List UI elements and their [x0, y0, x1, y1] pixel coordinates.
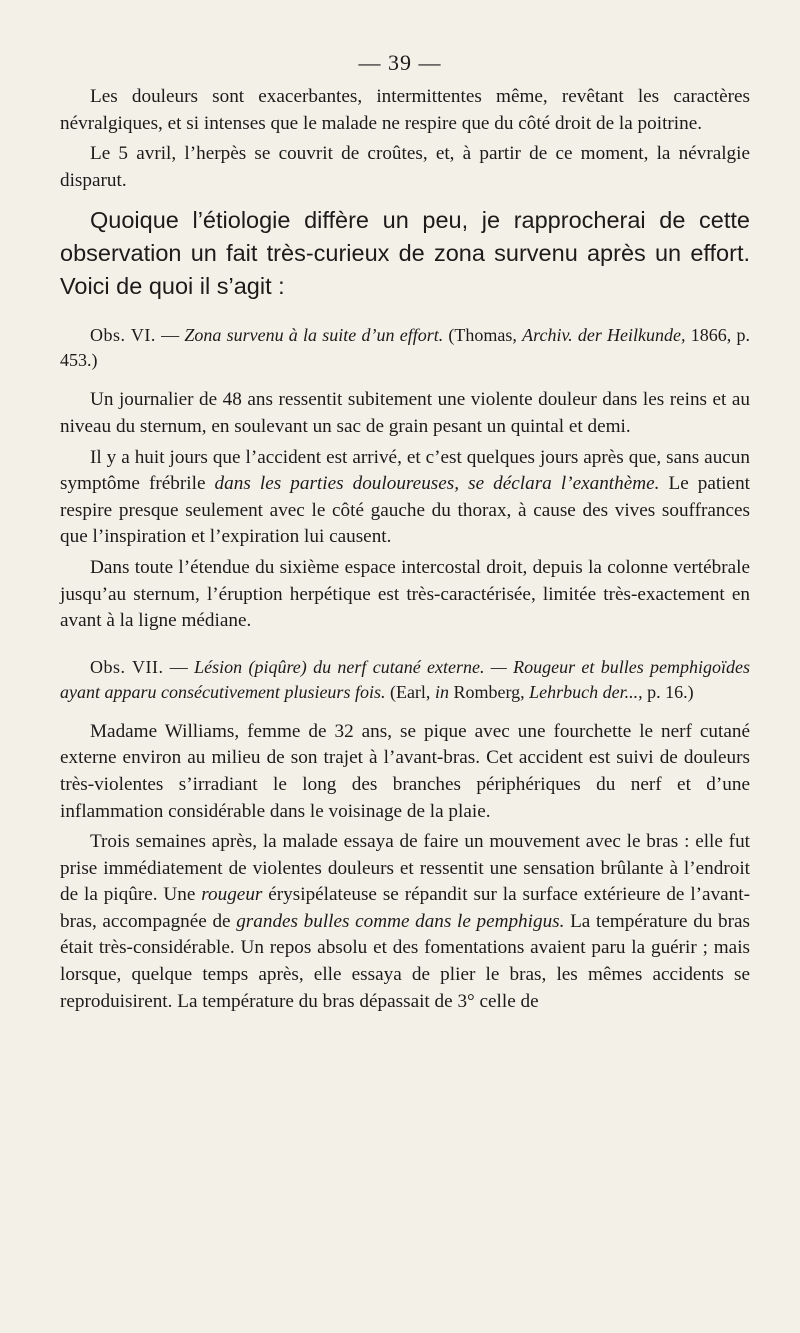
- p8-text-e: La température du bras était très-considérable. Un repos absolu et des fomentations avaient paru la guérir ; mais lorsque, quelque temps après, elle essaya de plier le bras, les mêmes accidents se reproduisirent. La température du bras dépassait de 3° celle de: [60, 910, 751, 1012]
- obs-dash: —: [163, 656, 195, 677]
- obs-book: Lehrbuch der...,: [529, 681, 643, 702]
- p5-text-c: Le patient respire presque seulement avec le côté gauche du thorax, à cause des vives souffrances que l’inspiration et l’expiration lui causent.: [60, 473, 750, 548]
- p5-italic: dans les parties douloureuses, se déclara l’exanthème.: [214, 473, 660, 495]
- obs-title: Lésion (piqûre) du nerf cutané externe. — Rougeur et bulles pemphigoïdes ayant apparu consécutivement plusieurs fois.: [60, 656, 750, 702]
- p8-text-c: érysipélateuse se répandit sur la surface extérieure de l’avant-bras, accompagnée de: [60, 884, 750, 932]
- paragraph-5: [60, 445, 750, 551]
- p5-text-a: Il y a huit jours que l’accident est arrivé, et c’est quelques jours après que, sans aucun symptôme frébrile: [60, 446, 750, 495]
- paragraph-7: Madame Williams, femme de 32 ans, se pique avec une fourchette le nerf cutané externe environ au milieu de son trajet à l’avant-bras. Cet accident est suivi de douleurs très-violentes s’irradiant le long des branches périphériques du nerf et d’une inflammation considérable dans le voisinage de la plaie.: [60, 720, 750, 822]
- obs-journal: Archiv. der Heilkunde,: [522, 325, 686, 346]
- paragraph-6: Dans toute l’étendue du sixième espace intercostal droit, depuis la colonne vertébrale jusqu’au sternum, l’éruption herpétique est très-caractérisée, limitée très-exactement en avant à la ligne médiane.: [60, 556, 750, 632]
- obs-dash: —: [155, 325, 185, 346]
- paragraph-2: Le 5 avril, l’herpès se couvrit de croûtes, et, à partir de ce moment, la névralgie disparut.: [60, 143, 750, 191]
- paragraph-8: [60, 829, 750, 1015]
- observation-7-heading: [60, 655, 750, 705]
- page-body: [60, 84, 750, 1015]
- p8-italic-rougeur: rougeur: [201, 884, 263, 906]
- obs-ref-mid: Romberg,: [448, 681, 530, 702]
- obs-ref-open: (Earl,: [385, 681, 435, 702]
- obs-ref-close: p. 16.): [642, 681, 694, 702]
- obs-title: Zona survenu à la suite d’un effort.: [184, 325, 444, 346]
- obs-in: in: [434, 681, 449, 702]
- p8-text-a: Trois semaines après, la malade essaya de faire un mouvement avec le bras : elle fut prise immédiatement de violentes douleurs et ressentit une sensation brûlante à l’endroit de la piqûre. Une: [60, 831, 750, 906]
- observation-6-heading: [60, 323, 750, 373]
- obs-label: Obs. VII.: [90, 656, 164, 677]
- obs-label: Obs. VI.: [90, 325, 156, 346]
- obs-ref-open: (Thomas,: [443, 325, 523, 346]
- page-number: — 39 —: [358, 50, 442, 75]
- obs-ref-close: 1866, p. 453.): [60, 325, 750, 371]
- paragraph-1: Les douleurs sont exacerbantes, intermittentes même, revêtant les caractères névralgiques, et si intenses que le malade ne respire que du côté droit de la poitrine.: [60, 86, 750, 134]
- p8-italic-bulles: grandes bulles comme dans le pemphigus.: [236, 910, 565, 932]
- paragraph-4: Un journalier de 48 ans ressentit subitement une violente douleur dans les reins et au niveau du sternum, en soulevant un sac de grain pesant un quintal et demi.: [60, 389, 750, 437]
- paragraph-3-large: Quoique l’étiologie diffère un peu, je rapprocherai de cette observation un fait très-curieux de zona survenu après un effort. Voici de quoi il s’agit :: [60, 207, 750, 300]
